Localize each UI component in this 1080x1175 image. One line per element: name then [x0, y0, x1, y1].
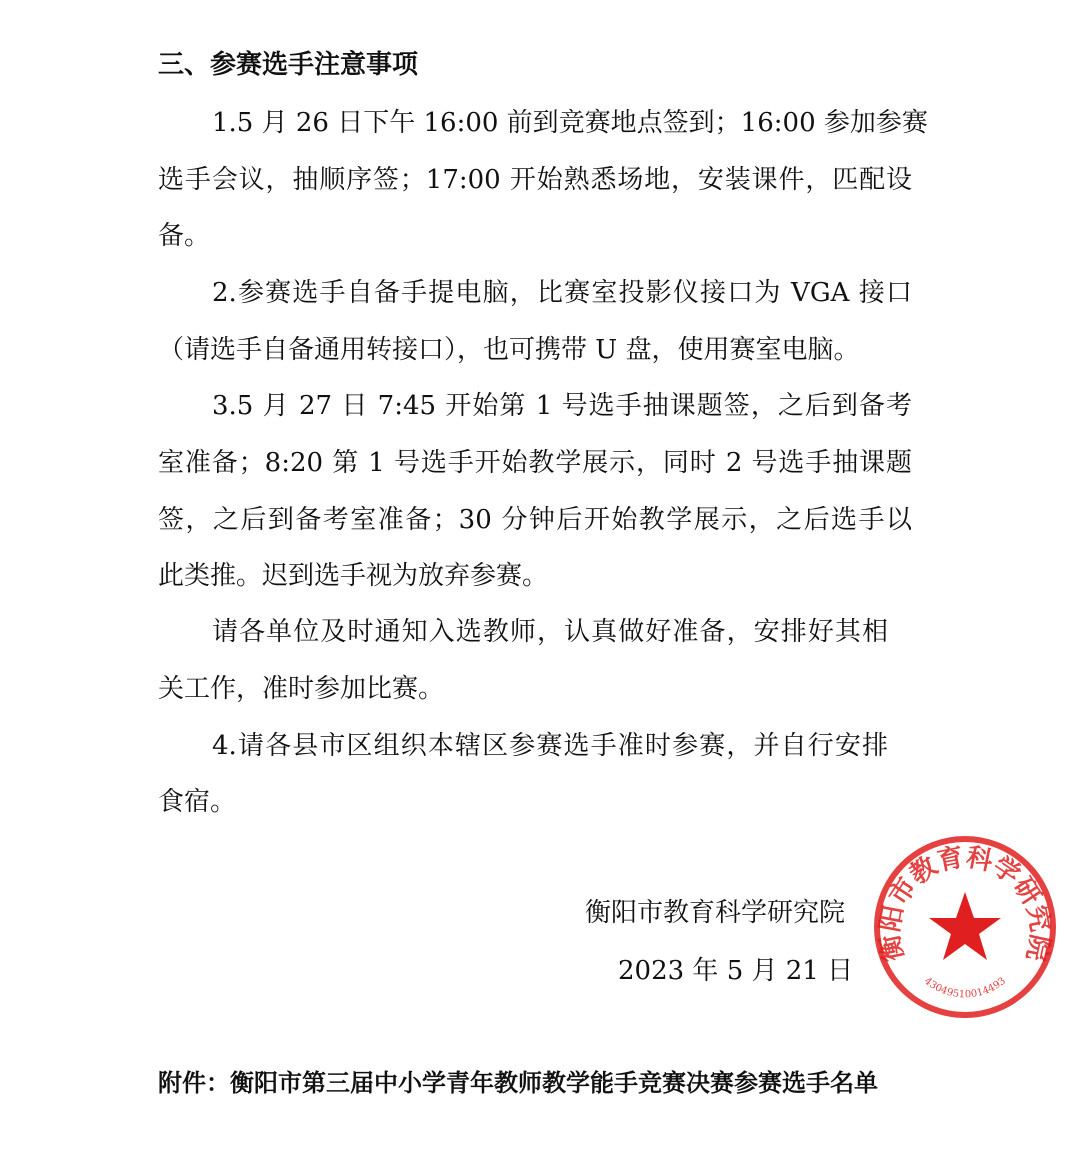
seal-number: 430495100144​93	[922, 975, 1008, 1001]
svg-text:430495100144​93	[922, 976, 1008, 1001]
signature-date: 2023 年 5 月 21 日	[618, 956, 854, 986]
paragraph-line: 4.请各县市区组织本辖区参赛选手准时参赛，并自行安排	[212, 731, 888, 761]
paragraph-line: 1.5 月 26 日下午 16:00 前到竞赛地点签到；16:00 参加参赛	[212, 108, 928, 138]
paragraph-line: 备。	[158, 221, 211, 251]
signature-org: 衡阳市教育科学研究院	[585, 898, 846, 928]
paragraph-line: 3.5 月 27 日 7:45 开始第 1 号选手抽课题签，之后到备考	[212, 391, 912, 421]
paragraph-line: 此类推。迟到选手视为放弃参赛。	[158, 561, 549, 591]
paragraph-line: 关工作，准时参加比赛。	[158, 674, 445, 704]
paragraph-line: （请选手自备通用转接口），也可携带 U 盘，使用赛室电脑。	[158, 335, 860, 365]
official-seal	[870, 832, 1060, 1022]
section-heading: 三、参赛选手注意事项	[158, 50, 419, 80]
attachment-line: 附件：衡阳市第三届中小学青年教师教学能手竞赛决赛参赛选手名单	[158, 1069, 878, 1097]
paragraph-line: 请各单位及时通知入选教师，认真做好准备，安排好其相	[212, 617, 888, 647]
paragraph-line: 2.参赛选手自备手提电脑，比赛室投影仪接口为 VGA 接口	[212, 278, 912, 308]
paragraph-line: 室准备；8:20 第 1 号选手开始教学展示，同时 2 号选手抽课题	[158, 448, 912, 478]
paragraph-line: 签，之后到备考室准备；30 分钟后开始教学展示，之后选手以	[158, 505, 912, 535]
paragraph-line: 选手会议，抽顺序签；17:00 开始熟悉场地，安装课件，匹配设	[158, 165, 912, 195]
paragraph-line: 食宿。	[158, 787, 237, 817]
seal-text: 衡阳市教育科学研究院	[875, 842, 1055, 964]
